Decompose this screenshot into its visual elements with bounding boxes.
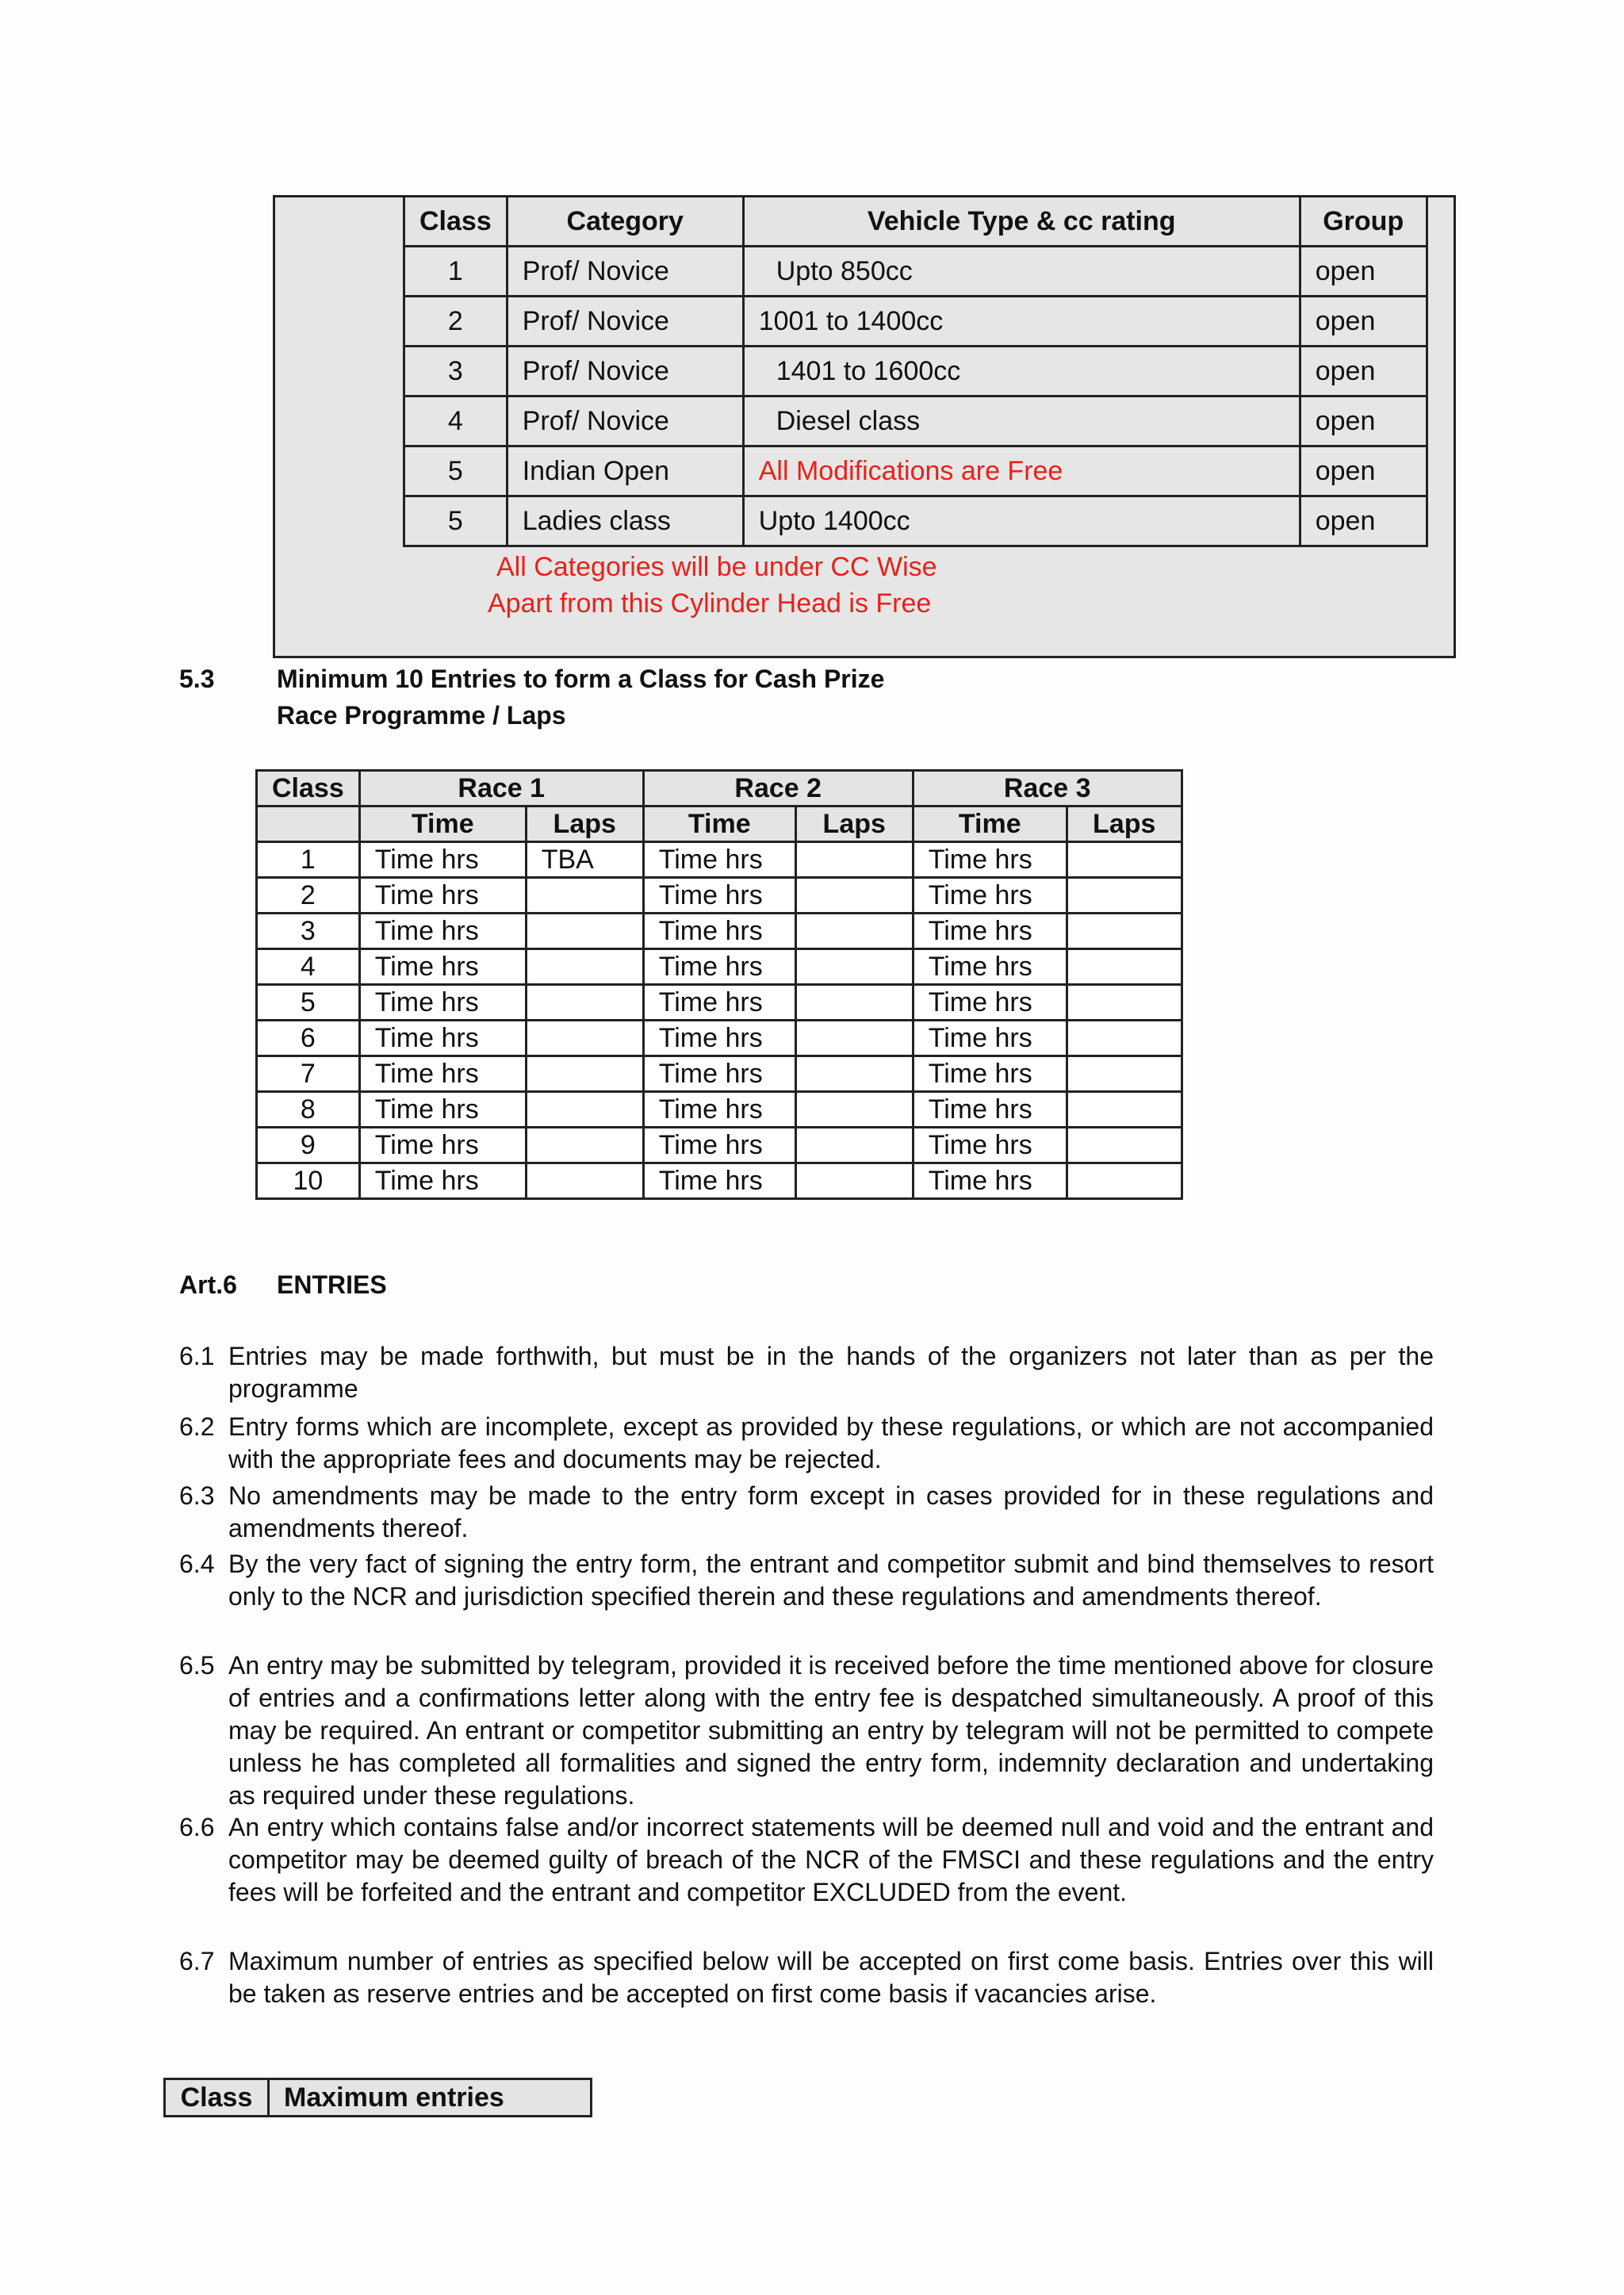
race-1-laps-cell <box>526 949 643 985</box>
class-cell: 1 <box>257 842 360 878</box>
paragraph-text: No amendments may be made to the entry form except in cases provided for in these regulations and amendments thereof. <box>228 1481 1434 1542</box>
header-class: Class <box>165 2079 269 2117</box>
race-3-time-cell: Time hrs <box>913 914 1067 949</box>
race-3-time-cell: Time hrs <box>913 985 1067 1021</box>
table-row <box>257 842 1182 878</box>
race-1-time-cell: Time hrs <box>359 1021 526 1056</box>
class-cell: 5 <box>404 496 508 546</box>
group-cell: open <box>1300 247 1427 297</box>
race-3-laps-cell <box>1067 1163 1182 1199</box>
race-3-time-cell: Time hrs <box>913 878 1067 914</box>
table-row <box>404 496 1427 546</box>
paragraph-number: 6.3 <box>179 1481 215 1510</box>
max-entries-table <box>163 2078 592 2117</box>
class-category-table <box>403 195 1428 547</box>
header-laps: Laps <box>526 807 643 842</box>
table-row <box>257 1092 1182 1128</box>
entry-rule-paragraph <box>179 1411 1434 1476</box>
header-race-1: Race 1 <box>359 771 643 807</box>
race-2-laps-cell <box>795 1021 913 1056</box>
category-cell: Prof/ Novice <box>507 247 743 297</box>
table-header-row <box>404 197 1427 247</box>
table-row <box>257 878 1182 914</box>
header-class: Class <box>257 771 360 807</box>
class-cell: 4 <box>257 949 360 985</box>
race-2-laps-cell <box>795 985 913 1021</box>
table-row <box>257 985 1182 1021</box>
race-1-time-cell: Time hrs <box>359 1092 526 1128</box>
vehicle-type-cell: 1401 to 1600cc <box>743 347 1300 397</box>
header-race-3: Race 3 <box>913 771 1182 807</box>
category-cell: Prof/ Novice <box>507 347 743 397</box>
race-1-time-cell: Time hrs <box>359 1163 526 1199</box>
table-row <box>257 1128 1182 1163</box>
class-cell: 8 <box>257 1092 360 1128</box>
race-3-time-cell: Time hrs <box>913 842 1067 878</box>
race-2-laps-cell <box>795 1056 913 1092</box>
header-class: Class <box>404 197 508 247</box>
group-cell: open <box>1300 347 1427 397</box>
header-blank <box>257 807 360 842</box>
race-2-time-cell: Time hrs <box>643 842 795 878</box>
race-1-laps-cell <box>526 914 643 949</box>
paragraph-number: 6.1 <box>179 1342 215 1370</box>
class-cell: 6 <box>257 1021 360 1056</box>
race-1-laps-cell <box>526 1092 643 1128</box>
paragraph-text: Entries may be made forthwith, but must be in the hands of the organizers not later than as per the programme <box>228 1342 1434 1403</box>
entry-rule-paragraph <box>179 1480 1434 1545</box>
table-row <box>257 1021 1182 1056</box>
vehicle-type-cell: 1001 to 1400cc <box>743 297 1300 347</box>
article-title: ENTRIES <box>277 1270 387 1299</box>
header-vehicle-type: Vehicle Type & cc rating <box>743 197 1300 247</box>
paragraph-number: 6.6 <box>179 1813 215 1841</box>
vehicle-type-cell: Upto 1400cc <box>743 496 1300 546</box>
vehicle-type-cell: Upto 850cc <box>743 247 1300 297</box>
race-subheader-row <box>257 807 1182 842</box>
entry-rule-paragraph <box>179 1548 1434 1613</box>
category-cell: Prof/ Novice <box>507 297 743 347</box>
race-2-time-cell: Time hrs <box>643 878 795 914</box>
race-2-time-cell: Time hrs <box>643 949 795 985</box>
table-row <box>404 247 1427 297</box>
race-2-laps-cell <box>795 1163 913 1199</box>
class-cell: 3 <box>404 347 508 397</box>
table-row <box>257 1056 1182 1092</box>
race-2-laps-cell <box>795 1128 913 1163</box>
race-1-time-cell: Time hrs <box>359 985 526 1021</box>
race-1-laps-cell <box>526 1021 643 1056</box>
section-number: 5.3 <box>179 665 215 693</box>
category-cell: Indian Open <box>507 446 743 496</box>
header-time: Time <box>913 807 1067 842</box>
class-cell: 10 <box>257 1163 360 1199</box>
paragraph-text: Entry forms which are incomplete, except as provided by these regulations, or which are not accompanied with the appropriate fees and documents may be rejected. <box>228 1412 1434 1473</box>
paragraph-text: An entry may be submitted by telegram, provided it is received before the time mentioned above for closure of entries and a confirmations letter along with the entry fee is despatched simultaneously. A proof of this may be required. An entrant or competitor submitting an entry by telegram will not be permitted to compete unless he has completed all formalities and signed the entry form, indemnity declaration and undertaking as required under these regulations. <box>228 1651 1434 1810</box>
race-1-time-cell: Time hrs <box>359 842 526 878</box>
race-1-time-cell: Time hrs <box>359 878 526 914</box>
race-3-laps-cell <box>1067 878 1182 914</box>
section-heading: Minimum 10 Entries to form a Class for Cash Prize <box>277 665 885 693</box>
race-3-time-cell: Time hrs <box>913 1056 1067 1092</box>
race-2-time-cell: Time hrs <box>643 985 795 1021</box>
section-subheading: Race Programme / Laps <box>277 701 566 730</box>
header-laps: Laps <box>1067 807 1182 842</box>
header-maximum-entries: Maximum entries <box>269 2079 592 2117</box>
paragraph-text: Maximum number of entries as specified below will be accepted on first come basis. Entries over this will be taken as reserve entries and be accepted on first come basis if vacancies arise. <box>228 1947 1434 2008</box>
class-cell: 2 <box>404 297 508 347</box>
race-2-laps-cell <box>795 914 913 949</box>
class-cell: 4 <box>404 397 508 446</box>
entry-rule-paragraph <box>179 1340 1434 1405</box>
race-1-time-cell: Time hrs <box>359 1056 526 1092</box>
table-row <box>404 347 1427 397</box>
table-header-row <box>165 2079 592 2117</box>
class-cell: 2 <box>257 878 360 914</box>
paragraph-number: 6.7 <box>179 1947 215 1975</box>
group-cell: open <box>1300 496 1427 546</box>
header-race-2: Race 2 <box>643 771 913 807</box>
race-2-time-cell: Time hrs <box>643 1056 795 1092</box>
race-1-laps-cell <box>526 878 643 914</box>
race-2-laps-cell <box>795 1092 913 1128</box>
header-group: Group <box>1300 197 1427 247</box>
class-cell: 5 <box>404 446 508 496</box>
paragraph-text: By the very fact of signing the entry form, the entrant and competitor submit and bind themselves to resort only to the NCR and jurisdiction specified therein and these regulations and amendments thereof. <box>228 1550 1434 1611</box>
paragraph-text: An entry which contains false and/or incorrect statements will be deemed null and void and the entrant and competitor may be deemed guilty of breach of the NCR of the FMSCI and these regulations and the entry fees will be forfeited and the entrant and competitor EXCLUDED from the event. <box>228 1813 1434 1906</box>
table-row <box>404 297 1427 347</box>
race-3-laps-cell <box>1067 1021 1182 1056</box>
header-time: Time <box>643 807 795 842</box>
table-row <box>404 397 1427 446</box>
race-3-time-cell: Time hrs <box>913 949 1067 985</box>
race-1-laps-cell <box>526 985 643 1021</box>
race-3-laps-cell <box>1067 914 1182 949</box>
class-cell: 7 <box>257 1056 360 1092</box>
category-cell: Prof/ Novice <box>507 397 743 446</box>
class-cell: 3 <box>257 914 360 949</box>
race-2-laps-cell <box>795 949 913 985</box>
header-time: Time <box>359 807 526 842</box>
race-2-time-cell: Time hrs <box>643 914 795 949</box>
race-3-laps-cell <box>1067 985 1182 1021</box>
table-row <box>257 914 1182 949</box>
race-header-row <box>257 771 1182 807</box>
race-1-laps-cell <box>526 1056 643 1092</box>
race-2-time-cell: Time hrs <box>643 1128 795 1163</box>
cylinder-head-note: Apart from this Cylinder Head is Free <box>488 588 932 619</box>
group-cell: open <box>1300 297 1427 347</box>
class-cell: 5 <box>257 985 360 1021</box>
race-1-laps-cell: TBA <box>526 842 643 878</box>
cc-wise-note: All Categories will be under CC Wise <box>496 552 937 582</box>
vehicle-type-cell: Diesel class <box>743 397 1300 446</box>
paragraph-number: 6.2 <box>179 1412 215 1441</box>
table-row <box>257 1163 1182 1199</box>
race-2-laps-cell <box>795 878 913 914</box>
race-3-time-cell: Time hrs <box>913 1128 1067 1163</box>
group-cell: open <box>1300 446 1427 496</box>
race-2-laps-cell <box>795 842 913 878</box>
entry-rule-paragraph <box>179 1811 1434 1909</box>
race-1-time-cell: Time hrs <box>359 914 526 949</box>
race-3-laps-cell <box>1067 1128 1182 1163</box>
header-category: Category <box>507 197 743 247</box>
table-row <box>404 446 1427 496</box>
race-1-laps-cell <box>526 1163 643 1199</box>
entry-rule-paragraph <box>179 1649 1434 1812</box>
race-3-time-cell: Time hrs <box>913 1092 1067 1128</box>
class-cell: 9 <box>257 1128 360 1163</box>
class-cell: 1 <box>404 247 508 297</box>
race-1-time-cell: Time hrs <box>359 1128 526 1163</box>
paragraph-number: 6.5 <box>179 1651 215 1680</box>
race-1-laps-cell <box>526 1128 643 1163</box>
vehicle-type-cell: All Modifications are Free <box>743 446 1300 496</box>
race-3-laps-cell <box>1067 1056 1182 1092</box>
race-programme-table <box>255 769 1183 1200</box>
race-3-time-cell: Time hrs <box>913 1021 1067 1056</box>
group-cell: open <box>1300 397 1427 446</box>
table-row <box>257 949 1182 985</box>
race-2-time-cell: Time hrs <box>643 1163 795 1199</box>
race-3-laps-cell <box>1067 949 1182 985</box>
race-3-laps-cell <box>1067 1092 1182 1128</box>
paragraph-number: 6.4 <box>179 1550 215 1578</box>
race-3-laps-cell <box>1067 842 1182 878</box>
race-2-time-cell: Time hrs <box>643 1092 795 1128</box>
entry-rule-paragraph <box>179 1945 1434 2010</box>
article-number: Art.6 <box>179 1270 237 1299</box>
category-cell: Ladies class <box>507 496 743 546</box>
race-3-time-cell: Time hrs <box>913 1163 1067 1199</box>
race-1-time-cell: Time hrs <box>359 949 526 985</box>
race-2-time-cell: Time hrs <box>643 1021 795 1056</box>
header-laps: Laps <box>795 807 913 842</box>
